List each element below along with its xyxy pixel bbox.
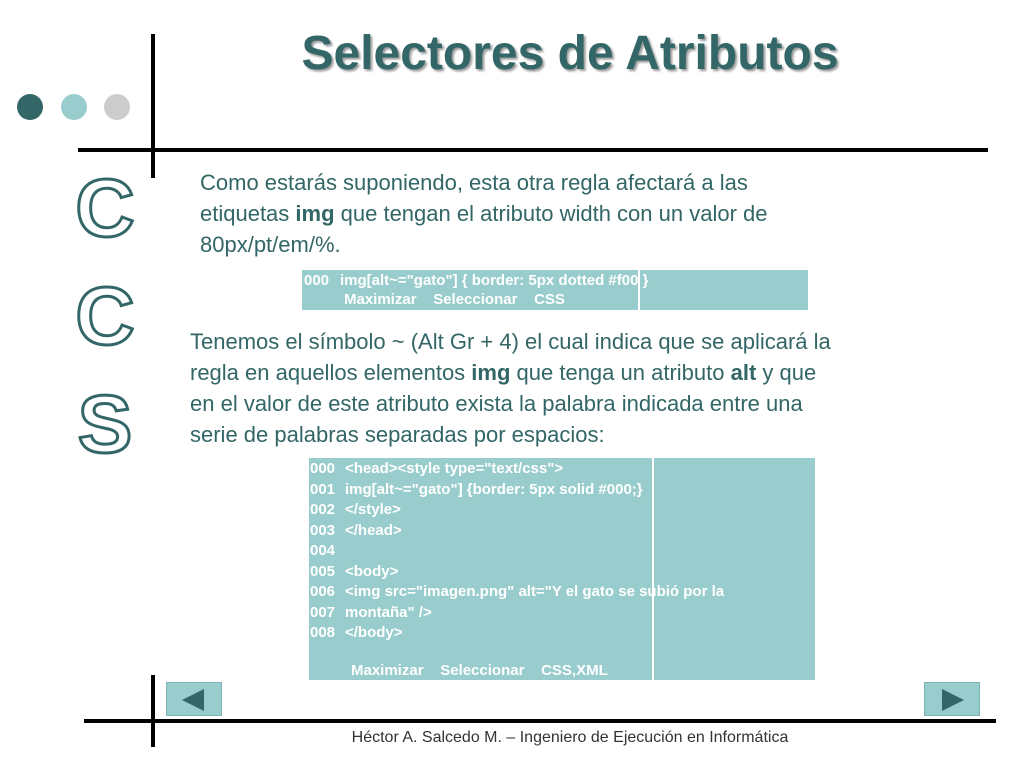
paragraph-1-line-1: Como estarás suponiendo, esta otra regla afectará a las	[200, 170, 748, 195]
decorative-dot-light	[61, 94, 87, 120]
code-actions-row	[302, 290, 808, 310]
arrow-right-icon	[942, 689, 964, 711]
frame-horizontal-line-top	[78, 148, 988, 152]
code-actions-links[interactable]: Maximizar Seleccionar CSS,XML	[351, 662, 608, 679]
paragraph-1-line-3: 80px/pt/em/%.	[200, 232, 341, 257]
code-text: <head><style type="text/css">	[345, 460, 564, 477]
code-box-1	[302, 270, 808, 310]
paragraph-2-line-4: serie de palabras separadas por espacios:	[190, 422, 605, 447]
paragraph-1	[200, 167, 960, 260]
code-line	[309, 541, 815, 561]
code-actions-row	[309, 661, 815, 681]
slide-title: Selectores de Atributos	[301, 27, 839, 80]
line-number: 005	[310, 562, 336, 580]
code-text: img[alt~="gato"] { border: 5px dotted #f00 }	[340, 272, 649, 289]
line-number: 000	[310, 460, 336, 477]
paragraph-2-line-1: Tenemos el símbolo ~ (Alt Gr + 4) el cual indica que se aplicará la	[190, 329, 831, 354]
code-line	[309, 623, 815, 643]
line-number: 003	[310, 521, 336, 539]
frame-horizontal-line-bottom	[84, 719, 996, 723]
line-number: 007	[310, 603, 336, 621]
paragraph-2	[190, 326, 970, 450]
code-line	[309, 603, 815, 623]
code-text: </style>	[345, 501, 401, 518]
decorative-dot-dark	[17, 94, 43, 120]
code-text: </body>	[345, 624, 403, 641]
code-text: img[alt~="gato"] {border: 5px solid #000;}	[345, 480, 643, 498]
code-line	[309, 480, 815, 500]
arrow-left-icon	[182, 689, 204, 711]
paragraph-1-line-2: etiquetas img que tengan el atributo width con un valor de	[200, 201, 768, 226]
paragraph-2-line-3: en el valor de este atributo exista la palabra indicada entre una	[190, 391, 803, 416]
code-line	[309, 562, 815, 582]
code-line	[309, 582, 815, 602]
line-number: 006	[310, 583, 336, 600]
frame-vertical-line-bottom	[151, 675, 155, 747]
code-box-2	[309, 458, 815, 680]
code-text: </head>	[345, 521, 402, 539]
side-letter-3: S	[77, 379, 133, 470]
code-line	[309, 459, 815, 479]
code-text: montaña" />	[345, 603, 432, 621]
code-text: <body>	[345, 562, 399, 580]
paragraph-2-line-2: regla en aquellos elementos img que tenga un atributo alt y que	[190, 360, 817, 385]
line-number: 000	[304, 272, 330, 289]
line-number: 004	[310, 542, 336, 559]
code-actions-links[interactable]: Maximizar Seleccionar CSS	[344, 291, 565, 308]
code-text: <img src="imagen.png" alt="Y el gato se subió por la	[345, 583, 725, 600]
slide-footer: Héctor A. Salcedo M. – Ingeniero de Ejecución en Informática	[351, 729, 789, 746]
decorative-dot-gray	[104, 94, 130, 120]
previous-slide-button[interactable]	[166, 682, 222, 716]
next-slide-button[interactable]	[924, 682, 980, 716]
code-line	[309, 500, 815, 520]
code-line	[309, 521, 815, 541]
line-number: 008	[310, 624, 336, 641]
line-number: 002	[310, 501, 336, 518]
side-letter-1: C	[75, 163, 135, 254]
side-letter-2: C	[75, 271, 135, 362]
line-number: 001	[310, 480, 336, 498]
code-line	[302, 271, 808, 291]
